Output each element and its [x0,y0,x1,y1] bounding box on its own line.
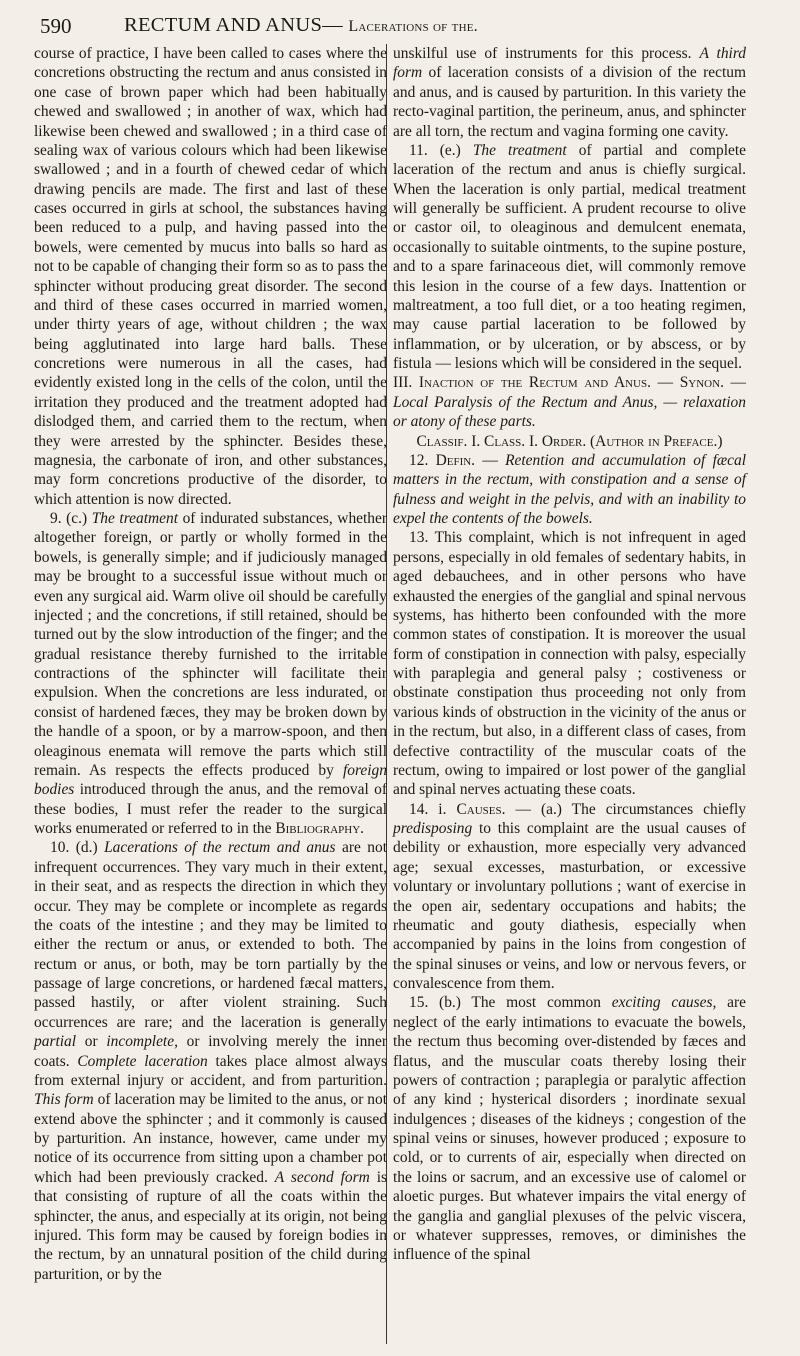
bibliography-ref: Bibliography. [275,820,365,837]
paragraph-number: 15. (b.) [409,994,461,1012]
paragraph-text: The most common [471,994,601,1012]
paragraph-12-definition [393,451,746,529]
paragraph-text: of partial and complete laceration of the rectum and anus is chiefly surgical. When the laceration is only partial, medical treatment will generally be sufficient. A prudent recourse to olive or castor oil, to oleaginous and demulcent enemata, occasionally to suitable ointments, to the supine posture, and to a spare farinaceous diet, will commonly remove this lesion in the course of a few days. Inattention or maltreatment, a too full diet, or a too heating regimen, may cause partial laceration to be followed by inflammation, or by ulceration, or by abscess, or by fistula — lesions which will be considered in the sequel. [393,141,747,372]
right-column [393,44,746,1265]
paragraph-text: to this complaint are the usual causes of debility or exhaustion, more especially very advanced age; sexual excesses, masturbation, or excessive voluntary or involuntary pollutions ; want of exercise in the open air, sedentary occupations and habits; the rheumatic and gouty diathesis, especially when accompanied by pains in the loins from congestion of the spinal sinuses or veins, and low or nervous fevers, or convalescence from them. [393,820,746,992]
paragraph-number: 11. (e.) [409,141,461,159]
paragraph-text: takes place almost always from external injury or accident, and from parturition. [34,1052,388,1089]
italic-term: A third form [393,45,746,82]
paragraph-text: or involving merely the inner coats. [34,1033,388,1070]
italic-term: A second form [274,1168,370,1186]
paragraph-text: unskilful use of instruments for this process. [393,45,692,62]
italic-term: incomplete, [106,1033,178,1051]
page-number: 590 [40,14,72,38]
paragraph-13: 13. This complaint, which is not infrequent in aged persons, especially in old females of sedentary habits, in aged debauchees, and in other persons who have exhausted the energies of the ganglial and spinal nervous systems, has hitherto been confounded with the more common states of constipation. It is moreover the usual form of constipation in connection with palsy, especially with paraplegia and general palsy ; costiveness or obstinate constipation thus proceeding not only from various kinds of obstruction in the vicinity of the anus or in the rectum, but also, in a different class of cases, from defective contractility of the muscular coats of the rectum, owing to impaired or lost power of the ganglial and spinal nerves actuating these coats. [393,529,746,799]
italic-term: This form [34,1091,94,1109]
italic-term: Complete laceration [77,1052,208,1070]
running-title-main: RECTUM AND ANUS— [124,14,343,36]
paragraph-text: of laceration may be limited to the anus, or not extend above the sphincter ; and it commonly is caused by parturition. An instance, however, came under my notice of its occurrence from sitting upon a chamber pot which had been previously cracked. [34,1091,388,1186]
paragraph-number: 9. (c.) [50,510,88,527]
paragraph-text: or [84,1033,98,1051]
italic-term: exciting causes, [611,994,717,1012]
paragraph-number: 10. (d.) [50,839,98,857]
paragraph-14-causes [393,800,746,994]
italic-term: foreign bodies [34,761,387,799]
paragraph-text: of laceration consists of a division of the rectum and anus, and is caused by parturition. In this variety the recto-vaginal partition, the perineum, anus, and sphincter are all torn, the rectum and vagina forming one cavity. [393,64,746,140]
italic-term: The treatment [91,510,179,527]
left-column [34,44,387,1284]
paragraph-text: is that consisting of rupture of all the coats within the sphincter, the anus, and especially at its origin, not being injured. This form may be caused by foreign bodies in the rectum, by an unnatural position of the child during parturition, or by the [34,1168,387,1283]
causes-label: Causes. [456,800,506,818]
definition-text: Retention and accumulation of fæcal matters in the rectum, with constipation and a sense of fulness and weight in the pelvis, and with an inability to expel the contents of the bowels. [393,451,747,527]
paragraph-concretions: course of practice, I have been called to cases where the concretions obstructing the rectum and anus consisted in one case of brown paper which had been habitually chewed and swallowed ; in another of wax, which had likewise been chewed and swallowed ; in a third case of sealing wax of various colours which had been likewise swallowed ; and in a fourth of chewed cedar of which drawing pencils are made. The first and last of these cases occurred in girls at school, the substances having been reduced to a pulp, and having passed into the bowels, were cemented by mucus into balls so hard as not to be capable of changing their form so as to pass the sphincter without producing great disorder. The second and third of these cases occurred in married women, under thirty years of age, without children ; the wax being agglutinated into large hard balls. These concretions were numerous in all the cases, had evidently existed long in the cells of the colon, until the irritation they produced and the treatment adopted had dislodged them, and carried them to the rectum, when they were arrested by the sphincter. Besides these, magnesia, the carbonate of iron, and other substances, may form concretions productive of the disorder, to which attention is now directed. [34,45,387,508]
paragraph-text: are not infrequent occurrences. They vary much in their extent, in their seat, and as respects the direction in which they occur. They may be complete or incomplete as regards the coats of the intestine ; and they may be limited to either the rectum or anus, or extended to both. The rectum or anus, or both, may be torn partially by the passage of large concretions, or hardened fæcal matters, passed hastily, or after violent straining. Such occurrences are rare; and the laceration is generally [34,839,387,1031]
running-header [40,12,768,42]
section-heading-iii [393,373,746,431]
classification-line: Classif. I. Class. I. Order. (Author in Preface.) [416,432,723,450]
paragraph-9-treatment [34,509,387,838]
italic-term: predisposing [393,820,473,837]
paragraph-11-treatment [393,141,746,374]
section-heading: III. Inaction of the Rectum and Anus. — [393,374,674,392]
paragraph-text: — (a.) The circumstances chiefly [515,800,747,818]
definition-label: Defin. — [435,451,498,469]
paragraph-text: are neglect of the early intimations to evacuate the bowels, the rectum thus becoming over-distended by fæces and flatus, and the muscular coats thereby losing their powers of contraction ; paraplegia or paralytic affection of any kind ; hysterical disorders ; inordinate sexual indulgences ; diseases of the kidneys ; congestion of the spinal veins or sinuses, however produced ; exposure to cold, or to currents of air, especially when directed on the loins or sacrum, and an excessive use of calomel or aloetic purges. But whatever impairs the vital energy of the ganglia and ganglial plexuses of the pelvic viscera, or whatever suppresses, removes, or diminishes the influence of the spinal [393,994,746,1264]
italic-term: The treatment [472,141,567,159]
synonym-text: Local Paralysis of the Rectum and Anus, — relaxation or atony of these parts. [393,393,746,431]
synonym-label: Synon. — [679,374,746,392]
italic-term: Lacerations of the rectum and anus [104,839,336,857]
paragraph-number: 14. i. [409,800,447,818]
paragraph-text: of indurated substances, whether altogether foreign, or partly or wholly formed in the bowels, is generally simple; and if judiciously managed may be brought to a successful issue without much or even any surgical aid. Warm olive oil should be carefully injected ; and the concretions, if still retained, should be turned out by the slow introduction of the finger; and the gradual resistance thereby furnished to the irritable contractions of the sphincter will facilitate their expulsion. When the concretions are less indurated, or consist of hardened fæces, they may be broken down by the handle of a spoon, or by a marrow-spoon, and then oleaginous enemata will remove the parts which still remain. As respects the effects produced by [34,510,388,779]
paragraph-number: 12. [409,451,429,469]
running-title [124,14,478,37]
paragraph-continued [393,44,746,141]
paragraph-15-exciting-causes [393,993,746,1264]
paragraph-10-lacerations [34,838,387,1284]
running-title-sub: Lacerations of the. [348,18,478,35]
paragraph-text: introduced through the anus, and the removal of these bodies, I must refer the reader to the surgical works enumerated or referred to in the [34,781,387,837]
italic-term: partial [34,1033,77,1051]
